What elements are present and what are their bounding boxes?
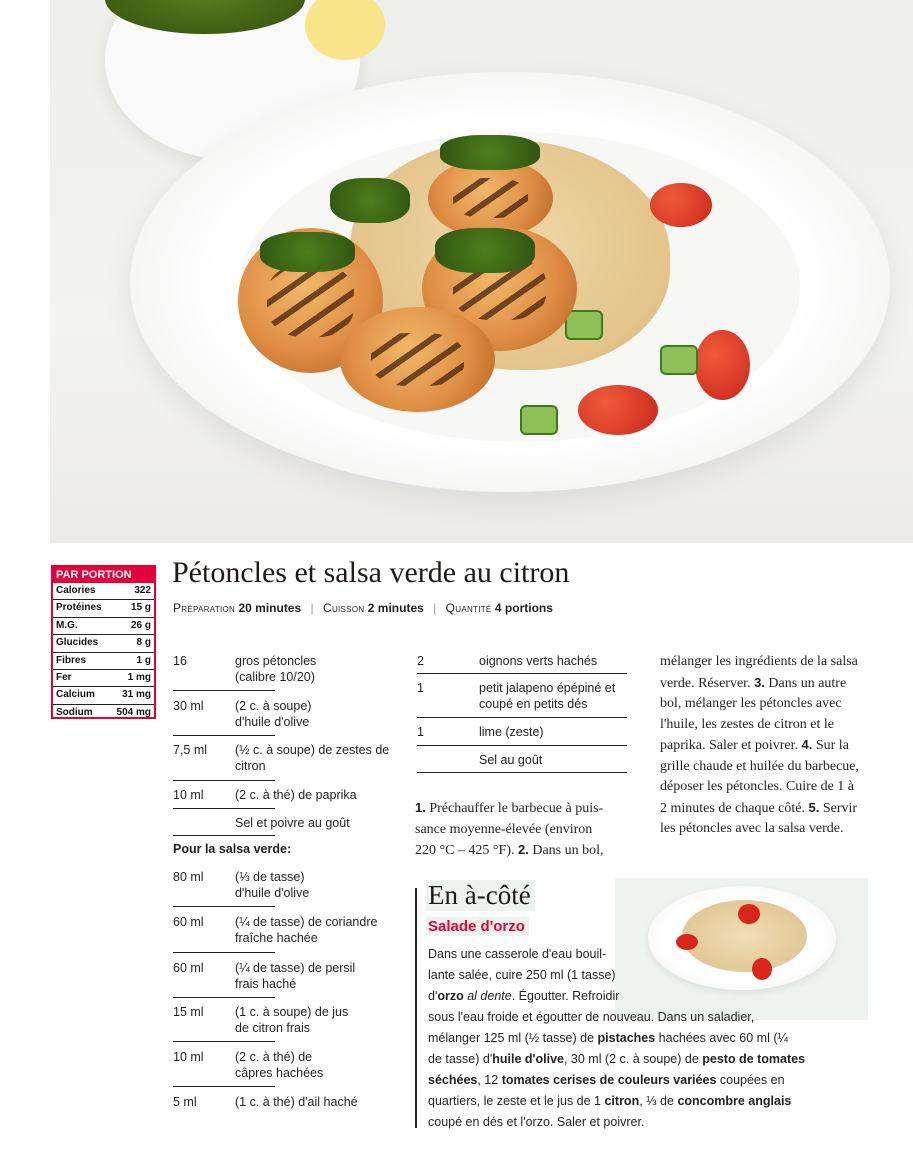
nutrition-value: 31 mg (122, 689, 151, 701)
ingredient-row (173, 1049, 413, 1083)
cook-value: 2 minutes (367, 601, 424, 615)
ingredient-row (173, 960, 413, 994)
divider (173, 1041, 275, 1042)
step-line: mélanger les ingrédients de la salsa (660, 654, 858, 669)
salsa-topping (440, 135, 540, 170)
yield-label: Quantité (445, 601, 492, 615)
step-line (660, 798, 910, 820)
ingredient-desc: Sel et poivre au goût (235, 816, 350, 830)
ingredient-desc: (¼ de tasse) de coriandre fraîche hachée (235, 915, 378, 945)
aside-line (428, 1070, 838, 1091)
yield-value: 4 portions (494, 601, 553, 615)
nutrition-row (53, 687, 154, 704)
aside-line (428, 1049, 838, 1070)
step-text: Dans un bol, (528, 843, 604, 858)
salsa-heading: Pour la salsa verde: (173, 842, 292, 856)
ingredient-row (173, 914, 413, 948)
ingredient-qty: 15 ml (173, 1005, 204, 1019)
cucumber (565, 310, 603, 340)
step-line (660, 673, 910, 695)
ingredient-qty: 60 ml (173, 961, 204, 975)
divider (173, 906, 275, 907)
step-number: 2. (517, 842, 529, 857)
ingredient-qty: 5 ml (173, 1095, 197, 1109)
aside-subtitle: Salade d'orzo (426, 917, 529, 936)
divider (173, 780, 275, 781)
ingredient-row (417, 653, 647, 671)
aside-keyword: pesto de tomates (702, 1052, 806, 1066)
ingredient-desc: lime (zeste) (479, 725, 544, 739)
cook-label: Cuisson (322, 601, 365, 615)
ingredient-row (173, 653, 413, 687)
aside-line: sous l'eau froide et égoutter de nouveau. Dans un saladier, (428, 1010, 755, 1024)
step-line: les pétoncles avec la salsa verde. (660, 821, 844, 836)
nutrition-row (53, 705, 154, 721)
tomato (578, 385, 658, 435)
divider (173, 690, 275, 691)
nutrition-label: Sodium (56, 706, 93, 718)
steps-part-2 (660, 652, 910, 840)
ingredient-desc: gros pétoncles (calibre 10/20) (235, 654, 317, 684)
ingredient-desc: (2 c. à thé) de paprika (235, 788, 357, 802)
divider (417, 745, 627, 746)
step-text: 2 minutes de chaque côté. (660, 800, 809, 816)
cucumber (520, 405, 558, 435)
ingredient-desc: (¼ de tasse) de persil frais haché (235, 961, 356, 991)
step-line (415, 798, 655, 820)
ingredient-qty: 60 ml (173, 915, 204, 929)
ingredient-row (173, 787, 413, 805)
nutrition-value: 1 g (136, 654, 151, 666)
aside-text: , 30 ml (2 c. à soupe) de (563, 1052, 703, 1066)
ingredient-desc: (⅓ de tasse) d'huile d'olive (235, 870, 310, 900)
step-number: 5. (808, 799, 820, 815)
nutrition-panel (51, 565, 156, 719)
nutrition-label: Fer (56, 671, 72, 683)
ingredient-desc: (2 c. à soupe) d'huile d'olive (235, 699, 312, 729)
ingredient-row (173, 698, 413, 732)
nutrition-label: Glucides (56, 637, 99, 649)
aside-text: hachées avec 60 ml (¼ (655, 1031, 788, 1045)
divider (173, 1086, 275, 1087)
prep-label: Préparation (173, 601, 236, 615)
divider (173, 835, 275, 836)
tomato (695, 330, 750, 400)
step-text: Dans un autre (764, 675, 847, 691)
aside-keyword: tomates cerises de couleurs variées (501, 1073, 717, 1087)
ingredient-desc: (1 c. à thé) d'ail haché (235, 1095, 358, 1109)
nutrition-row (53, 635, 154, 652)
aside-line: coupé en dés et l'orzo. Saler et poivrer. (428, 1115, 645, 1129)
aside-line: Dans une casserole d'eau bouil- (428, 947, 607, 961)
step-line (660, 735, 910, 757)
step-text: verde. Réserver. (660, 675, 755, 691)
ingredient-row (417, 752, 647, 770)
aside-title: En à-côté (426, 880, 535, 911)
nutrition-value: 322 (134, 585, 151, 596)
tomato (650, 183, 712, 227)
aside-keyword: pistaches (597, 1031, 656, 1045)
ingredient-qty: 16 (173, 654, 187, 668)
ingredient-desc: petit jalapeno épépiné et coupé en petits dés (479, 681, 616, 711)
nutrition-value: 504 mg (116, 706, 151, 718)
step-line: sance moyenne-élevée (environ (415, 821, 593, 837)
meta-separator: | (310, 601, 314, 615)
ingredient-desc: (½ c. à soupe) de zestes de citron (235, 743, 390, 773)
aside-keyword: concombre anglais (677, 1094, 792, 1108)
salsa-topping (435, 228, 535, 273)
scallop (340, 307, 495, 412)
aside-text: , 12 (477, 1073, 502, 1087)
aside-rule (415, 888, 417, 1128)
steps-part-1 (415, 798, 655, 862)
nutrition-value: 1 mg (127, 671, 151, 683)
step-text: Sur la (812, 738, 849, 753)
nutrition-value: 8 g (136, 637, 151, 649)
aside-line (428, 1028, 838, 1049)
ingredient-row (173, 815, 413, 833)
step-line: grille chaude et huilée du barbecue, (660, 758, 860, 774)
prep-value: 20 minutes (238, 601, 302, 615)
nutrition-value: 15 g (130, 602, 151, 614)
ingredient-row (173, 1004, 413, 1038)
aside-keyword: citron (604, 1094, 640, 1108)
step-line: l'huile, les zestes de citron et le (660, 716, 834, 732)
aside-text: , ⅓ de (639, 1094, 678, 1108)
step-text: Préchauffer le barbecue à puis- (425, 801, 604, 816)
step-text: 220 °C – 425 °F). (415, 843, 515, 858)
ingredient-qty: 7,5 ml (173, 743, 208, 757)
step-line (415, 840, 655, 862)
aside-text-italic: al dente (463, 989, 512, 1003)
ingredient-row (173, 1094, 413, 1112)
hero-photo-scallops (50, 0, 913, 543)
nutrition-row (53, 653, 154, 670)
ingredient-qty: 10 ml (173, 1050, 204, 1064)
meta-separator: | (433, 601, 437, 615)
divider (173, 808, 275, 809)
aside-keyword: séchées (428, 1073, 478, 1087)
ingredient-desc: (1 c. à soupe) de jus de citron frais (235, 1005, 349, 1035)
nutrition-row (53, 670, 154, 687)
recipe-meta (173, 601, 553, 615)
step-number: 1. (415, 800, 426, 815)
ingredient-qty: 2 (417, 654, 424, 668)
step-number: 4. (801, 737, 813, 752)
aside-text: quartiers, le zeste et le jus de 1 (428, 1094, 605, 1108)
divider (173, 997, 275, 998)
cucumber (660, 345, 698, 375)
step-number: 3. (754, 674, 765, 690)
ingredient-row (417, 724, 647, 742)
ingredient-row (173, 869, 413, 903)
step-line: bol, mélanger les pétoncles avec (660, 696, 842, 711)
nutrition-label: Calories (56, 585, 96, 596)
nutrition-rows (53, 583, 154, 721)
salsa-verde (105, 0, 305, 34)
aside-text: de tasse) d' (428, 1052, 493, 1066)
nutrition-label: Calcium (56, 689, 95, 701)
nutrition-label: Protéines (56, 602, 102, 614)
aside-text: . Égoutter. Refroidir (511, 989, 620, 1003)
aside-text: d' (428, 989, 438, 1003)
step-line: déposer les pétoncles. Cuire de 1 à (660, 779, 854, 794)
divider (417, 673, 627, 674)
aside-text: mélanger 125 ml (½ tasse) de (428, 1031, 598, 1045)
ingredient-desc: Sel au goût (479, 753, 543, 767)
aside-line: lante salée, cuire 250 ml (1 tasse) (428, 968, 616, 982)
step-text: Servir (819, 800, 858, 816)
ingredient-qty: 30 ml (173, 699, 204, 713)
divider (173, 952, 275, 953)
salsa-topping (330, 178, 410, 223)
aside-body (428, 944, 838, 1133)
ingredient-desc: (2 c. à thé) de câpres hachées (235, 1050, 324, 1080)
nutrition-title: PAR PORTION (53, 567, 154, 583)
ingredient-qty: 1 (417, 725, 424, 739)
divider (417, 717, 627, 718)
nutrition-value: 26 g (130, 619, 151, 631)
ingredient-qty: 1 (417, 681, 424, 695)
ingredient-qty: 80 ml (173, 870, 204, 884)
ingredient-row (417, 680, 647, 714)
aside-keyword: huile d'olive (492, 1052, 564, 1066)
recipe-title: Pétoncles et salsa verde au citron (172, 556, 570, 589)
ingredient-row (173, 742, 413, 776)
divider (173, 735, 275, 736)
ingredient-desc: oignons verts hachés (479, 654, 598, 668)
nutrition-row (53, 600, 154, 617)
divider (417, 772, 627, 773)
aside-line (428, 986, 838, 1007)
mini-tomato (738, 904, 760, 924)
ingredient-qty: 10 ml (173, 788, 204, 802)
aside-keyword: orzo (437, 989, 464, 1003)
salsa-topping (260, 232, 355, 272)
nutrition-row (53, 583, 154, 600)
aside-line (428, 1091, 838, 1112)
nutrition-label: M.G. (56, 619, 78, 631)
step-text: paprika. Saler et poivrer. (660, 738, 802, 753)
aside-text: coupées en (716, 1073, 785, 1087)
nutrition-row (53, 618, 154, 635)
nutrition-label: Fibres (56, 654, 87, 666)
